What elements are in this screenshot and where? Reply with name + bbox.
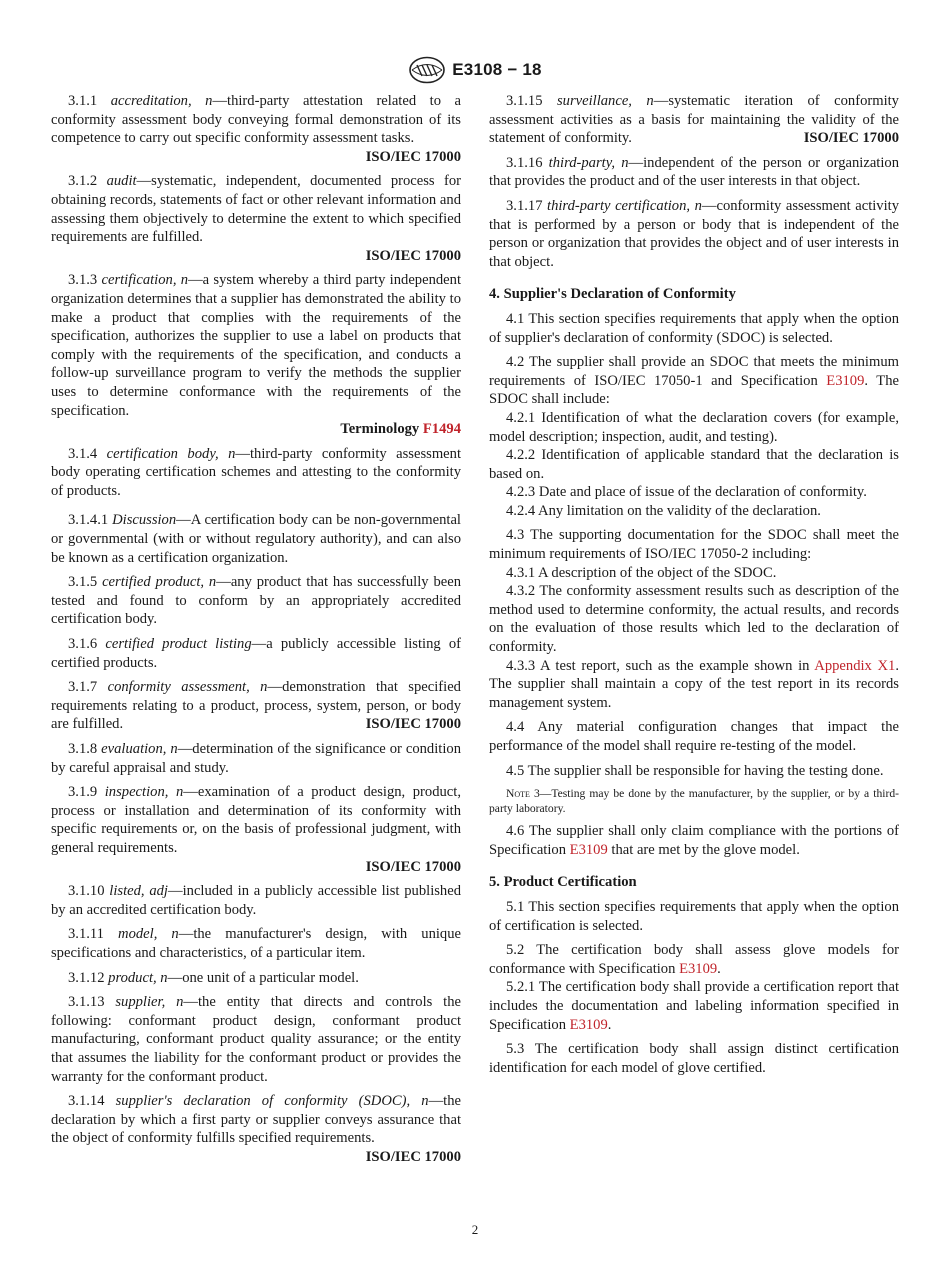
definition-3-1-4-1: 3.1.4.1 Discussion—A certification body can be non-governmental or governmental (with or without regulatory authority), and can also be known as a certification organization. [51, 512, 461, 566]
para-4-2: 4.2 The supplier shall provide an SDOC that meets the minimum requirements of ISO/IEC 17050-1 and Specification E3109. The SDOC shall include: [489, 354, 899, 408]
definition-3-1-11: 3.1.11 model, n—the manufacturer's design, with unique specifications and characteristics, of a particular item. [51, 926, 462, 961]
definition-3-1-1: 3.1.1 accreditation, n—third-party attestation related to a conformity assessment body conveying formal demonstration of its competence to carry out specific conformity assessment tasks. ISO/IEC 17000 [51, 93, 461, 165]
definition-3-1-15: 3.1.15 surveillance, n—systematic iteration of conformity assessment activities as a basis for maintaining the validity of the statement of conformity. ISO/IEC 17000 [489, 93, 899, 147]
spec-link-e3109[interactable]: E3109 [679, 960, 718, 977]
para-5-2-1: 5.2.1 The certification body shall provide a certification report that includes the documentation and labeling information specified in Specification E3109. [489, 979, 899, 1033]
definition-3-1-6: 3.1.6 certified product listing—a publicly accessible listing of certified products. [51, 636, 461, 671]
definition-3-1-3: 3.1.3 certification, n—a system whereby a third party independent organization determines that a supplier has demonstrated the ability to make a product that complies with the requirements of the specification, authorizes the supplier to use a label on products that comply with the requirements of the specification, and conducts a follow-up surveillance program to verify the methods the supplier uses to determine conformance with the requirements of the specification. Terminology F1494 [51, 272, 461, 438]
spec-link-e3109[interactable]: E3109 [826, 372, 865, 389]
page-header [0, 56, 950, 84]
para-4-3-1: 4.3.1 A description of the object of the SDOC. [506, 564, 777, 581]
spec-link-e3109[interactable]: E3109 [569, 1016, 608, 1033]
definition-3-1-13: 3.1.13 supplier, n—the entity that directs and controls the following: conformant product design, conformant product manufacturing, conformant product quality assurance; or the entity that assumes the liability for the conformant product or provides the warranty for the conformant product. [51, 994, 462, 1085]
para-5-3: 5.3 The certification body shall assign distinct certification identification for each model of glove certified. [489, 1041, 899, 1076]
definition-3-1-7: 3.1.7 conformity assessment, n—demonstration that specified requirements relating to a product, process, system, person, or body are fulfilled. ISO/IEC 17000 [51, 679, 461, 733]
section-4-heading: 4. Supplier's Declaration of Conformity [489, 286, 736, 303]
definition-3-1-9: 3.1.9 inspection, n—examination of a product design, product, process or installation and determination of its conformity with specific requirements or, on the basis of professional judgment, with general requirements. ISO/IEC 17000 [51, 784, 461, 875]
definition-3-1-17: 3.1.17 third-party certification, n—conformity assessment activity that is performed by a person or body that is independent of the person or organization that provides the object and of user interests in that object. [489, 197, 900, 270]
reference: ISO/IEC 17000 [365, 858, 461, 875]
definition-3-1-5: 3.1.5 certified product, n—any product that has successfully been tested and found to conform by an appropriately accredited certification body. [51, 574, 461, 628]
reference: ISO/IEC 17000 [803, 130, 899, 147]
reference: ISO/IEC 17000 [365, 1148, 461, 1165]
para-4-4: 4.4 Any material configuration changes that impact the performance of the model shall require re-testing of the model. [489, 719, 899, 754]
reference: ISO/IEC 17000 [365, 148, 461, 165]
para-4-3-2: 4.3.2 The conformity assessment results such as description of the method used to determine conformity, the actual results, and records on the evaluation of those results which led to the declaration of conformity. [489, 583, 899, 656]
definition-3-1-8: 3.1.8 evaluation, n—determination of the significance or condition by careful appraisal and study. [51, 741, 461, 776]
reference: Terminology F1494 [340, 421, 461, 438]
para-4-2-2: 4.2.2 Identification of applicable standard that the declaration is based on. [489, 447, 899, 482]
astm-logo-icon [408, 56, 446, 84]
document-id: E3108 − 18 [452, 60, 542, 79]
reference: ISO/IEC 17000 [365, 716, 461, 733]
para-4-6: 4.6 The supplier shall only claim compliance with the portions of Specification E3109 that are met by the glove model. [489, 823, 899, 858]
right-column [489, 92, 899, 1083]
para-4-2-4: 4.2.4 Any limitation on the validity of the declaration. [506, 502, 821, 519]
spec-link-e3109[interactable]: E3109 [569, 841, 608, 858]
para-4-3: 4.3 The supporting documentation for the SDOC shall meet the minimum requirements of ISO/IEC 17050-2 including: [489, 527, 899, 563]
para-4-1: 4.1 This section specifies requirements that apply when the option of supplier's declaration of conformity (SDOC) is selected. [489, 310, 899, 346]
definition-3-1-2: 3.1.2 audit—systematic, independent, documented process for obtaining records, statements of fact or other relevant information and assessing them objectively to determine the extent to which specified requirements are fulfilled. ISO/IEC 17000 [51, 173, 461, 264]
left-column [51, 92, 461, 1172]
definition-3-1-14: 3.1.14 supplier's declaration of conformity (SDOC), n—the declaration by which a first party or supplier conveys assurance that the object of conformity fulfills specified requirements. ISO/IEC 17000 [51, 1093, 461, 1165]
para-5-2: 5.2 The certification body shall assess glove models for conformance with Specification E3109. [489, 942, 899, 977]
reference: ISO/IEC 17000 [365, 247, 461, 264]
definition-3-1-4: 3.1.4 certification body, n—third-party conformity assessment body operating certification schemes and attesting to the conformity of products. [51, 445, 461, 499]
para-4-5: 4.5 The supplier shall be responsible for having the testing done. [506, 762, 884, 779]
para-5-1: 5.1 This section specifies requirements that apply when the option of certification is selected. [489, 898, 899, 934]
definition-3-1-10: 3.1.10 listed, adj—included in a publicly accessible list published by an accredited certification body. [51, 883, 461, 918]
appendix-link-x1[interactable]: Appendix X1 [814, 657, 896, 674]
para-4-2-1: 4.2.1 Identification of what the declaration covers (for example, model description; inspection, audit, and testing). [489, 409, 899, 445]
para-4-3-3: 4.3.3 A test report, such as the example shown in Appendix X1. The supplier shall maintain a copy of the test report in its records management system. [489, 657, 900, 711]
note-3: Note 3—Testing may be done by the manufacturer, by the supplier, or by a third-party laboratory. [489, 787, 899, 816]
section-5-heading: 5. Product Certification [489, 874, 637, 891]
page-number: 2 [471, 1222, 479, 1237]
para-4-2-3: 4.2.3 Date and place of issue of the declaration of conformity. [506, 484, 867, 501]
definition-3-1-12: 3.1.12 product, n—one unit of a particular model. [68, 969, 359, 986]
definition-3-1-16: 3.1.16 third-party, n—independent of the person or organization that provides the product and of the user interests in that object. [489, 154, 900, 190]
reference-link-f1494[interactable]: F1494 [422, 421, 461, 438]
